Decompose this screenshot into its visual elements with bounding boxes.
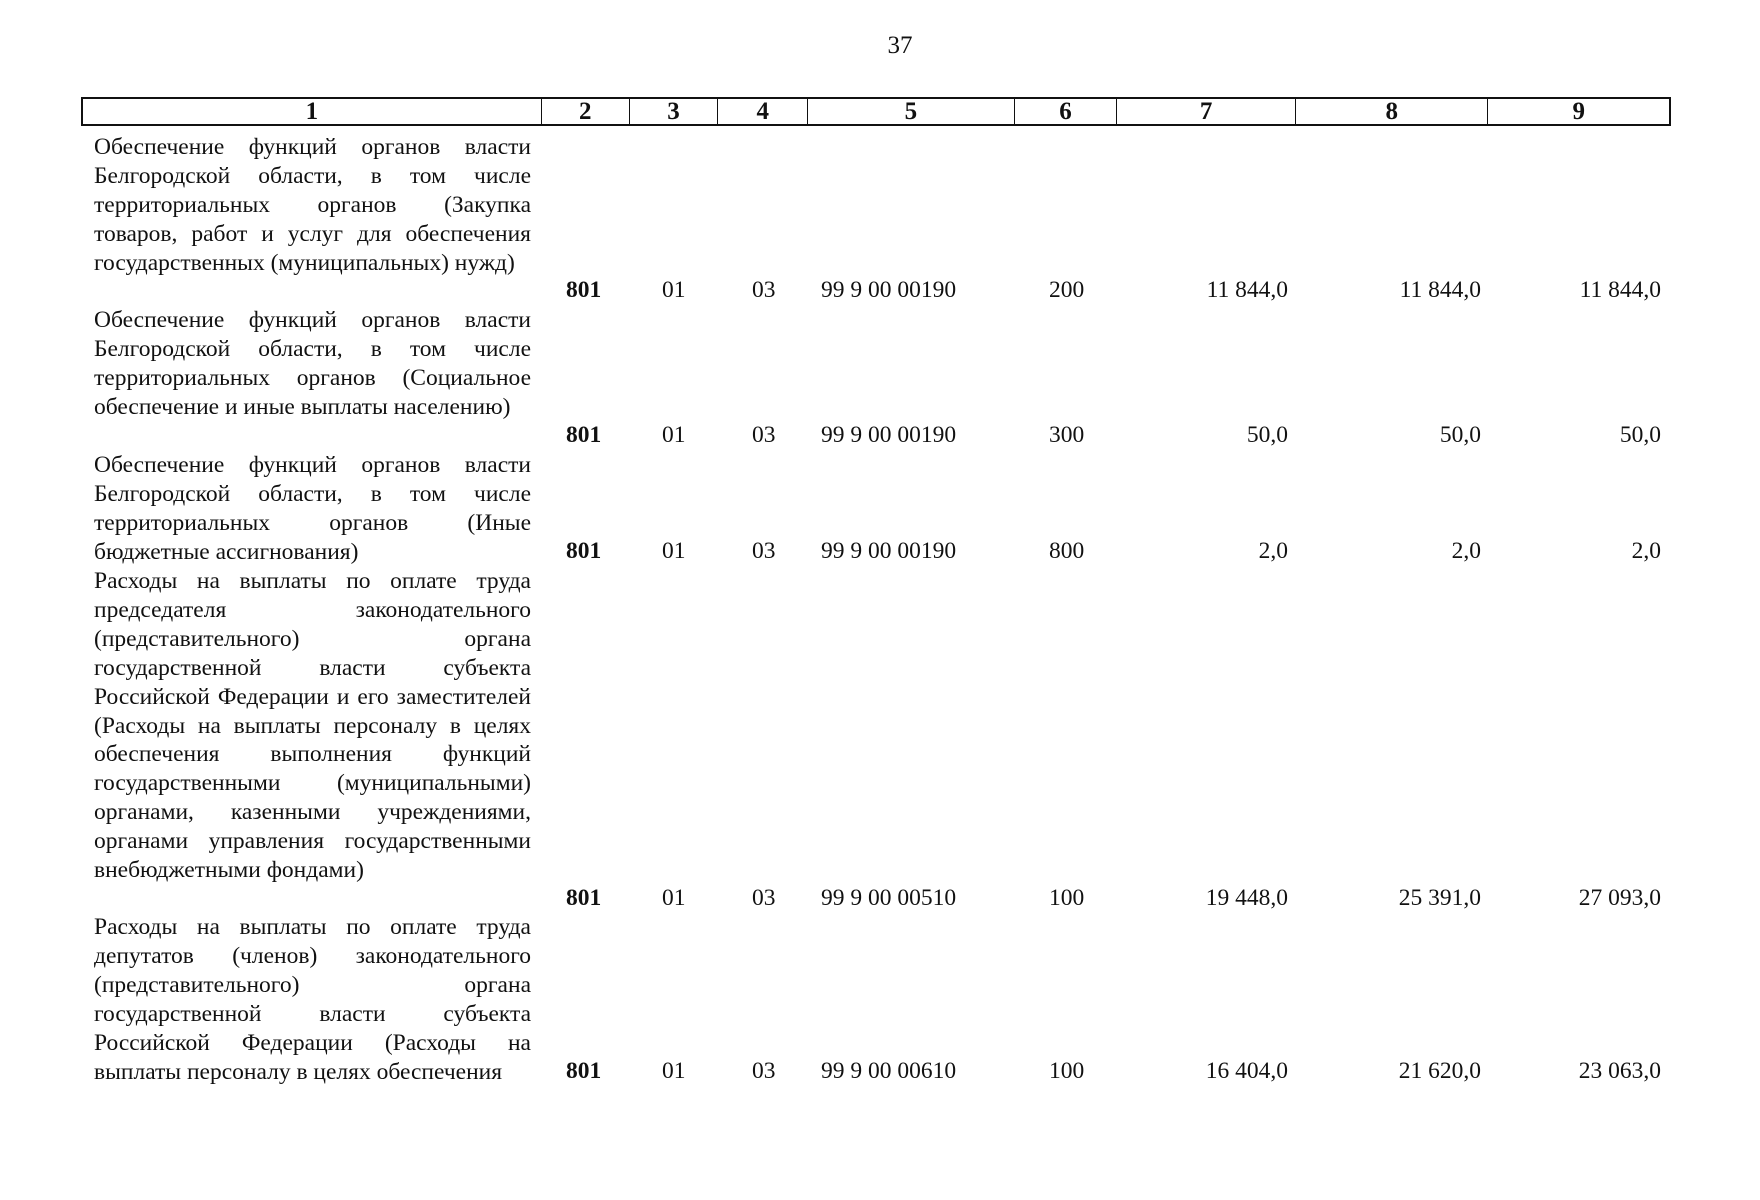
row-values [0, 537, 1760, 566]
header-col-3: 3 [630, 99, 719, 124]
row-values [0, 276, 1760, 305]
cell-col-7: 11 844,0 [1206, 277, 1288, 303]
cell-col-5: 99 9 00 00190 [821, 422, 957, 448]
table-row [0, 133, 1760, 305]
cell-col-2: 801 [566, 885, 602, 911]
header-col-6: 6 [1015, 99, 1118, 124]
header-col-1: 1 [83, 99, 542, 124]
cell-col-3: 01 [662, 277, 686, 303]
row-description: Расходы на выплаты по оплате труда депутатов (членов) законодательного (представительного) органа государственной власти субъекта Российской Федерации (Расходы на выплаты персоналу в целях обеспечения [94, 914, 531, 1085]
cell-col-8: 11 844,0 [1399, 277, 1481, 303]
table-row [0, 451, 1760, 566]
cell-col-7: 19 448,0 [1205, 885, 1288, 911]
cell-col-6: 800 [1049, 538, 1085, 564]
cell-col-9: 11 844,0 [1579, 277, 1661, 303]
cell-col-6: 300 [1049, 422, 1085, 448]
cell-col-4: 03 [752, 422, 776, 448]
cell-col-4: 03 [752, 277, 776, 303]
cell-col-9: 50,0 [1619, 422, 1661, 448]
cell-col-5: 99 9 00 00190 [821, 277, 957, 303]
cell-col-9: 23 063,0 [1578, 1058, 1661, 1084]
header-col-5: 5 [808, 99, 1014, 124]
row-description: Расходы на выплаты по оплате труда председателя законодательного (представительного) органа государственной власти субъекта Российской Федерации и его заместителей (Расходы на выплаты персоналу в целях обеспечения выполнения функций государственными (муниципальными) органами, казенными учреждениями, органами управления государственными внебюджетными фондами) [94, 568, 531, 884]
header-col-9: 9 [1572, 98, 1585, 125]
cell-col-4: 03 [752, 885, 776, 911]
cell-col-3: 01 [662, 885, 686, 911]
header-col-4: 4 [718, 99, 808, 124]
cell-col-6: 100 [1049, 1058, 1085, 1084]
table-row [0, 913, 1760, 1086]
cell-col-7: 2,0 [1258, 538, 1288, 564]
cell-col-5: 99 9 00 00610 [821, 1058, 957, 1084]
row-values [0, 1057, 1760, 1086]
cell-col-2: 801 [566, 1058, 602, 1084]
cell-col-7: 16 404,0 [1205, 1058, 1288, 1084]
row-description: Обеспечение функций органов власти Белгородской области, в том числе территориальных органов (Социальное обеспечение и иные выплаты населению) [94, 307, 531, 420]
row-description: Обеспечение функций органов власти Белгородской области, в том числе территориальных органов (Иные бюджетные ассигнования) [94, 452, 531, 565]
row-values [0, 421, 1760, 450]
header-col-7: 7 [1117, 99, 1296, 124]
header-col-8: 8 [1296, 99, 1489, 124]
header-col-2: 2 [542, 99, 630, 124]
cell-col-2: 801 [566, 277, 602, 303]
cell-col-9: 2,0 [1631, 538, 1661, 564]
cell-col-4: 03 [752, 538, 776, 564]
cell-col-6: 100 [1049, 885, 1085, 911]
table-row [0, 567, 1760, 913]
cell-col-7: 50,0 [1246, 422, 1288, 448]
cell-col-3: 01 [662, 538, 686, 564]
cell-col-8: 50,0 [1439, 422, 1481, 448]
row-description: Обеспечение функций органов власти Белгородской области, в том числе территориальных органов (Закупка товаров, работ и услуг для обеспечения государственных (муниципальных) нужд) [94, 134, 531, 276]
table-row [0, 306, 1760, 450]
row-values [0, 884, 1760, 913]
cell-col-2: 801 [566, 422, 602, 448]
cell-col-8: 21 620,0 [1398, 1058, 1481, 1084]
cell-col-4: 03 [752, 1058, 776, 1084]
table-header [81, 97, 1671, 126]
cell-col-3: 01 [662, 1058, 686, 1084]
cell-col-8: 25 391,0 [1398, 885, 1481, 911]
cell-col-6: 200 [1049, 277, 1085, 303]
cell-col-8: 2,0 [1451, 538, 1481, 564]
cell-col-5: 99 9 00 00190 [821, 538, 957, 564]
cell-col-9: 27 093,0 [1578, 885, 1661, 911]
cell-col-5: 99 9 00 00510 [821, 885, 957, 911]
cell-col-2: 801 [566, 538, 602, 564]
cell-col-3: 01 [662, 422, 686, 448]
page-number: 37 [887, 32, 913, 59]
